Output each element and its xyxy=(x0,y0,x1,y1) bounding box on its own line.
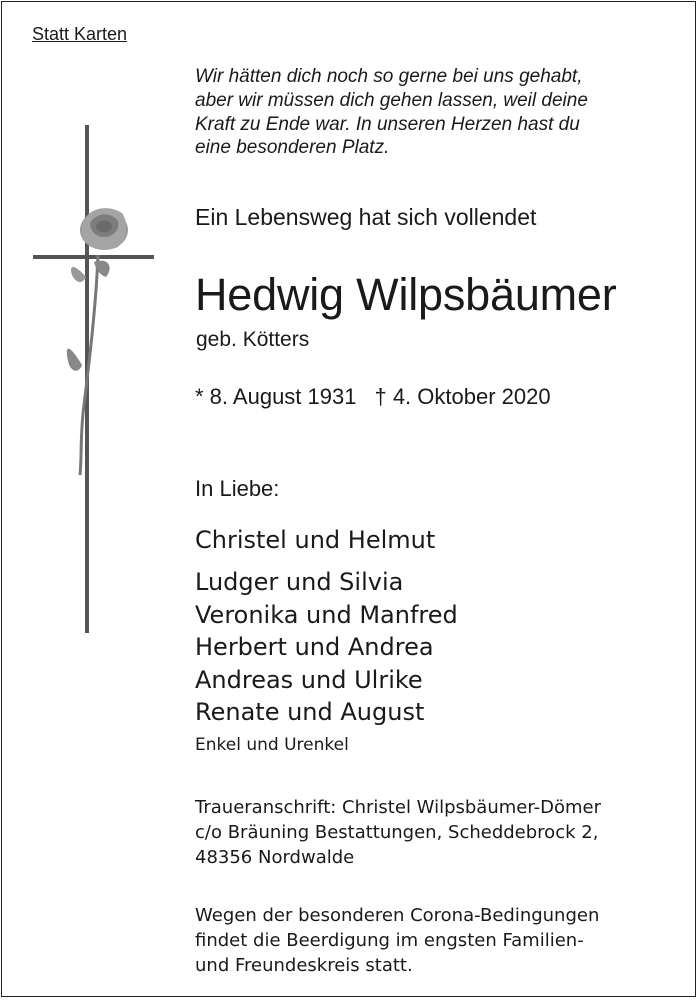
poem-line: Kraft zu Ende war. In unseren Herzen hast du xyxy=(195,113,580,135)
birth-date: * 8. August 1931 xyxy=(195,384,357,409)
address-line: 48356 Nordwalde xyxy=(195,847,355,868)
notice-line: Wegen der besonderen Corona-Bedingungen xyxy=(195,905,600,926)
mourner-primary: Christel und Helmut xyxy=(195,526,436,554)
mourning-address xyxy=(195,795,601,870)
header-note: Statt Karten xyxy=(32,24,128,44)
address-line: Traueranschrift: Christel Wilpsbäumer-Dömer xyxy=(195,797,601,818)
list-item: Renate und August xyxy=(195,698,425,726)
life-dates xyxy=(195,384,551,410)
mourner-list xyxy=(195,566,458,729)
cross-with-rose-icon xyxy=(30,125,160,635)
notice-line: findet die Beerdigung im engsten Familien- xyxy=(195,930,584,951)
death-date: † 4. Oktober 2020 xyxy=(374,384,551,409)
address-line: c/o Bräuning Bestattungen, Scheddebrock 2, xyxy=(195,822,599,843)
list-item: Herbert und Andrea xyxy=(195,633,434,661)
maiden-name: geb. Kötters xyxy=(196,328,310,351)
poem-line: Wir hätten dich noch so gerne bei uns gehabt, xyxy=(195,66,583,87)
poem-line: eine besonderen Platz. xyxy=(195,137,390,159)
list-item: Veronika und Manfred xyxy=(195,600,458,629)
notice-line: und Freundeskreis statt. xyxy=(195,955,413,976)
deceased-name: Hedwig Wilpsbäumer xyxy=(195,269,617,320)
funeral-notice xyxy=(195,903,599,978)
mourners-heading: In Liebe: xyxy=(195,476,280,501)
grandchildren-line: Enkel und Urenkel xyxy=(195,735,349,755)
list-item: Ludger und Silvia xyxy=(195,568,404,596)
poem-line: aber wir müssen dich gehen lassen, weil deine xyxy=(195,89,588,111)
list-item: Andreas und Ulrike xyxy=(195,665,423,694)
intro-line: Ein Lebensweg hat sich vollendet xyxy=(195,204,537,230)
poem xyxy=(195,65,665,160)
